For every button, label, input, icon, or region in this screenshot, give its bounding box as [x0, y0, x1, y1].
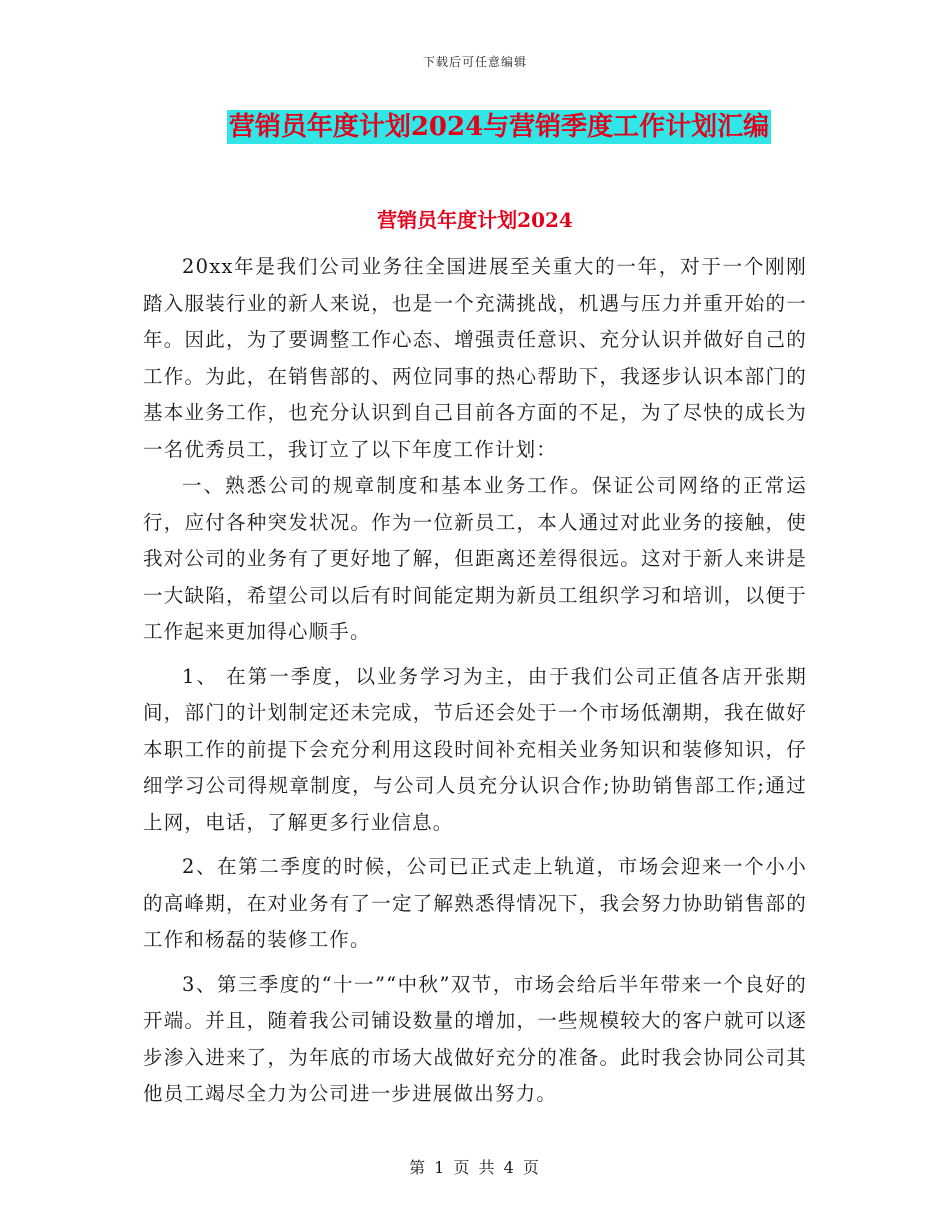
paragraph: 20xx年是我们公司业务往全国进展至关重大的一年，对于一个刚刚踏入服装行业的新人来说，也是一个充满挑战，机遇与压力并重开始的一年。因此，为了要调整工作心态、增强责任意识、充分认识并做好自己的工作。为此，在销售部的、两位同事的热心帮助下，我逐步认识本部门的基本业务工作，也充分认识到自己目前各方面的不足，为了尽快的成长为一名优秀员工，我订立了以下年度工作计划： — [143, 255, 807, 461]
paragraph: 一、熟悉公司的规章制度和基本业务工作。保证公司网络的正常运行，应付各种突发状况。作为一位新员工，本人通过对此业务的接触，使我对公司的业务有了更好地了解，但距离还差得很远。这对于新人来讲是一大缺陷，希望公司以后有时间能定期为新员工组织学习和培训，以便于工作起来更加得心顺手。 — [143, 474, 807, 643]
section-title: 营销员年度计划2024 — [377, 208, 573, 232]
paragraph: 2、在第二季度的时候，公司已正式走上轨道，市场会迎来一个小小的高峰期，在对业务有了一定了解熟悉得情况下，我会努力协助销售部的工作和杨磊的装修工作。 — [143, 855, 807, 951]
main-title-container — [0, 110, 950, 144]
page-number-footer: 第 1 页 共 4 页 — [409, 1158, 541, 1177]
document-body — [143, 249, 807, 1113]
document-main-title: 营销员年度计划2024与营销季度工作计划汇编 — [228, 112, 770, 142]
paragraph: 1、 在第一季度，以业务学习为主，由于我们公司正值各店开张期间，部门的计划制定还未完成，节后还会处于一个市场低潮期，我在做好本职工作的前提下会充分利用这段时间补充相关业务知识和装修知识，仔细学习公司得规章制度，与公司人员充分认识合作;协助销售部工作;通过上网，电话，了解更多行业信息。 — [143, 664, 807, 834]
page-header-note: 下载后可任意编辑 — [422, 55, 527, 69]
paragraph: 3、第三季度的“十一”“中秋”双节，市场会给后半年带来一个良好的开端。并且，随着我公司铺设数量的增加，一些规模较大的客户就可以逐步渗入进来了，为年底的市场大战做好充分的准备。此时我会协同公司其他员工竭尽全力为公司进一步进展做出努力。 — [143, 972, 807, 1105]
